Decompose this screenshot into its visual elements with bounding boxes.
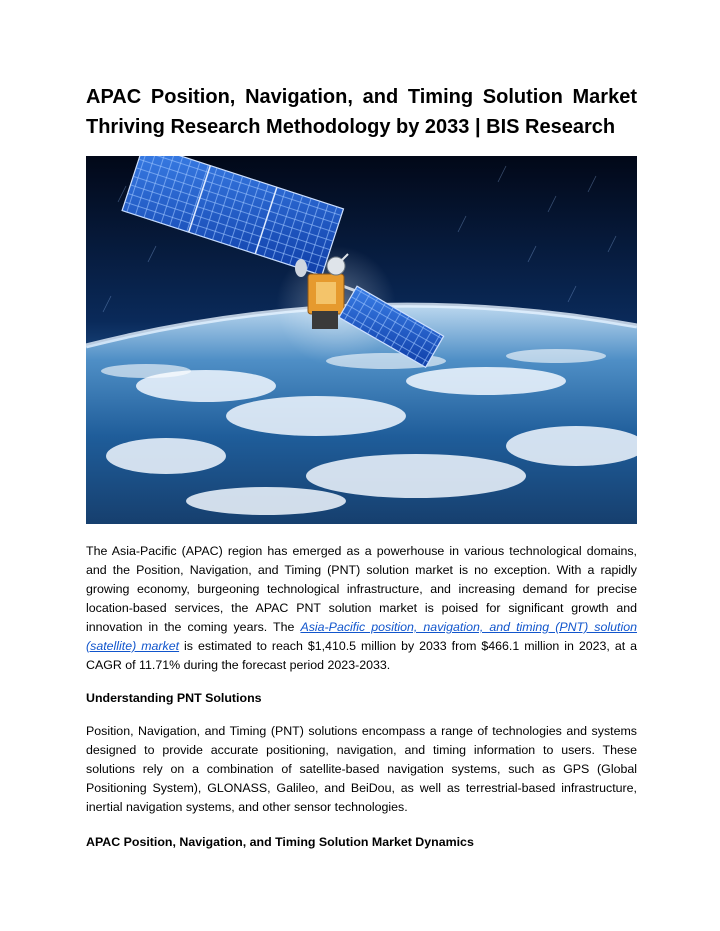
intro-text-after-link: is estimated to reach $1,410.5 million by 2033 from $466.1 million in 2023, at a CAGR of 11.71% during the forecast period 2023-2033. <box>86 639 637 672</box>
document-title: APAC Position, Navigation, and Timing Solution Market Thriving Research Methodology by 2033 | BIS Research <box>86 86 637 138</box>
satellite-image <box>86 156 637 524</box>
section-heading-pnt-solutions: Understanding PNT Solutions <box>86 691 262 705</box>
intro-text-before-link: The Asia-Pacific (APAC) region has emerged as a powerhouse in various technological domains, and the Position, Navigation, and Timing (PNT) solution market is no exception. With a rapidly growing economy, burgeoning technological infrastructure, and increasing demand for precise location-based services, the APAC PNT solution market is poised for significant growth and innovation in the coming years. The <box>86 544 637 634</box>
document-page <box>86 82 637 852</box>
market-report-link[interactable]: Asia-Pacific position, navigation, and timing (PNT) solution (satellite) market <box>86 620 637 653</box>
section-heading-market-dynamics: APAC Position, Navigation, and Timing Solution Market Dynamics <box>86 835 474 849</box>
intro-paragraph <box>86 542 637 675</box>
pnt-solutions-paragraph: Position, Navigation, and Timing (PNT) solutions encompass a range of technologies and systems designed to provide accurate positioning, navigation, and timing information to users. These solutions rely on a combination of satellite-based navigation systems, such as GPS (Global Positioning System), GLONASS, Galileo, and BeiDou, as well as terrestrial-based infrastructure, inertial navigation systems, and other sensor technologies. <box>86 724 637 814</box>
